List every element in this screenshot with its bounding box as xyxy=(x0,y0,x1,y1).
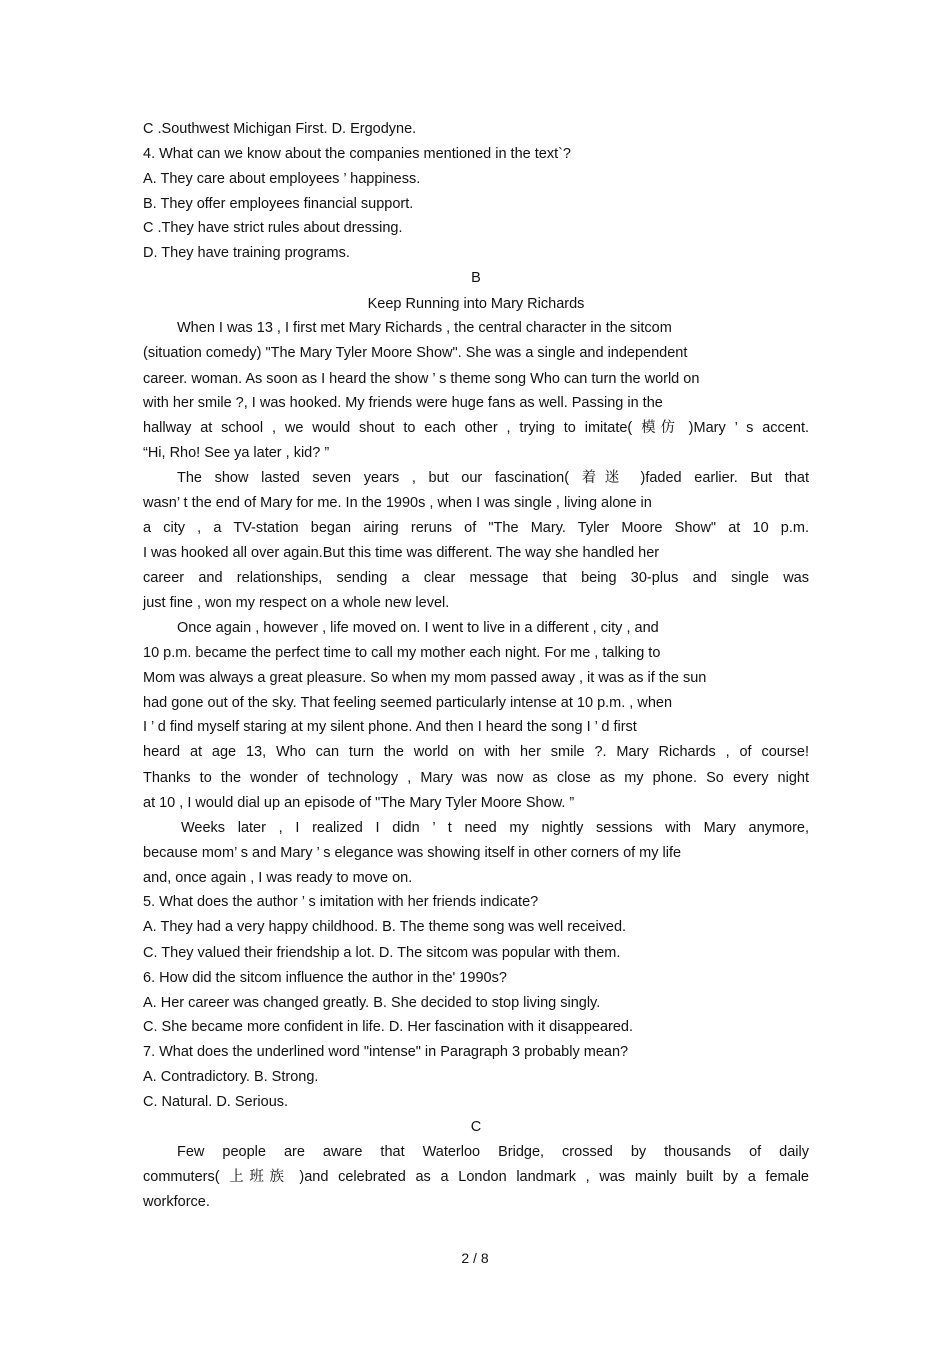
text-line: heard at age 13, Who can turn the world on with her smile ?. Mary Richards , of course! xyxy=(143,744,809,760)
text-line: had gone out of the sky. That feeling seemed particularly intense at 10 p.m. , when xyxy=(143,695,673,711)
text-line: Once again , however , life moved on. I went to live in a different , city , and xyxy=(177,620,659,636)
text-line: workforce. xyxy=(143,1194,210,1210)
text-line: C .Southwest Michigan First. D. Ergodyne. xyxy=(143,121,417,137)
text-line: B xyxy=(471,270,481,286)
text-line: “Hi, Rho! See ya later , kid? ” xyxy=(143,445,330,461)
text-line: C. She became more confident in life. D. Her fascination with it disappeared. xyxy=(143,1019,634,1035)
text-line: C .They have strict rules about dressing. xyxy=(143,220,403,236)
text-line: C xyxy=(470,1119,482,1135)
text-line: just fine , won my respect on a whole new level. xyxy=(143,595,450,611)
text-line: When I was 13 , I first met Mary Richards , the central character in the sitcom xyxy=(177,320,672,336)
text-line: with her smile ?, I was hooked. My friends were huge fans as well. Passing in the xyxy=(143,395,663,411)
text-line: C. They valued their friendship a lot. D. The sitcom was popular with them. xyxy=(143,945,621,961)
page-number: 2 / 8 xyxy=(461,1250,489,1266)
text-line: 10 p.m. became the perfect time to call my mother each night. For me , talking to xyxy=(143,645,661,661)
text-line: 7. What does the underlined word "intense" in Paragraph 3 probably mean? xyxy=(143,1044,629,1060)
text-line: wasn’ t the end of Mary for me. In the 1990s , when I was single , living alone in xyxy=(143,495,652,511)
text-line: Keep Running into Mary Richards xyxy=(367,296,585,312)
text-line: at 10 , I would dial up an episode of "The Mary Tyler Moore Show. ” xyxy=(143,795,575,811)
text-line: career. woman. As soon as I heard the show ’ s theme song Who can turn the world on xyxy=(143,371,700,387)
text-line: career and relationships, sending a clear message that being 30-plus and single was xyxy=(143,570,809,586)
text-line: I ’ d find myself staring at my silent phone. And then I heard the song I ’ d first xyxy=(143,719,637,735)
text-line: 5. What does the author ’ s imitation with her friends indicate? xyxy=(143,894,539,910)
text-line: A. They had a very happy childhood. B. The theme song was well received. xyxy=(143,919,627,935)
text-line: A. Contradictory. B. Strong. xyxy=(143,1069,319,1085)
text-line: Thanks to the wonder of technology , Mary was now as close as my phone. So every night xyxy=(143,770,809,786)
text-line: B. They offer employees financial support. xyxy=(143,196,414,212)
text-line: because mom’ s and Mary ’ s elegance was showing itself in other corners of my life xyxy=(143,845,682,861)
text-line: The show lasted seven years , but our fascination( 着迷 )faded earlier. But that xyxy=(177,470,809,486)
text-line: hallway at school , we would shout to each other , trying to imitate( 模仿 )Mary ’ s accent. xyxy=(143,420,809,436)
text-line: C. Natural. D. Serious. xyxy=(143,1094,289,1110)
text-line: D. They have training programs. xyxy=(143,245,350,261)
text-line: Weeks later , I realized I didn ’ t need my nightly sessions with Mary anymore, xyxy=(181,820,809,836)
text-line: 4. What can we know about the companies mentioned in the text`? xyxy=(143,146,571,162)
text-line: Mom was always a great pleasure. So when my mom passed away , it was as if the sun xyxy=(143,670,707,686)
text-line: 6. How did the sitcom influence the author in the' 1990s? xyxy=(143,970,507,986)
text-line: commuters( 上班族 )and celebrated as a London landmark , was mainly built by a female xyxy=(143,1169,809,1185)
text-line: A. They care about employees ’ happiness. xyxy=(143,171,421,187)
text-line: and, once again , I was ready to move on. xyxy=(143,870,413,886)
text-line: a city , a TV-station began airing reruns of "The Mary. Tyler Moore Show" at 10 p.m. xyxy=(143,520,809,536)
text-line: A. Her career was changed greatly. B. She decided to stop living singly. xyxy=(143,995,601,1011)
text-line: I was hooked all over again.But this time was different. The way she handled her xyxy=(143,545,660,561)
text-line: (situation comedy) "The Mary Tyler Moore Show". She was a single and independent xyxy=(143,345,688,361)
text-line: Few people are aware that Waterloo Bridge, crossed by thousands of daily xyxy=(177,1144,809,1160)
